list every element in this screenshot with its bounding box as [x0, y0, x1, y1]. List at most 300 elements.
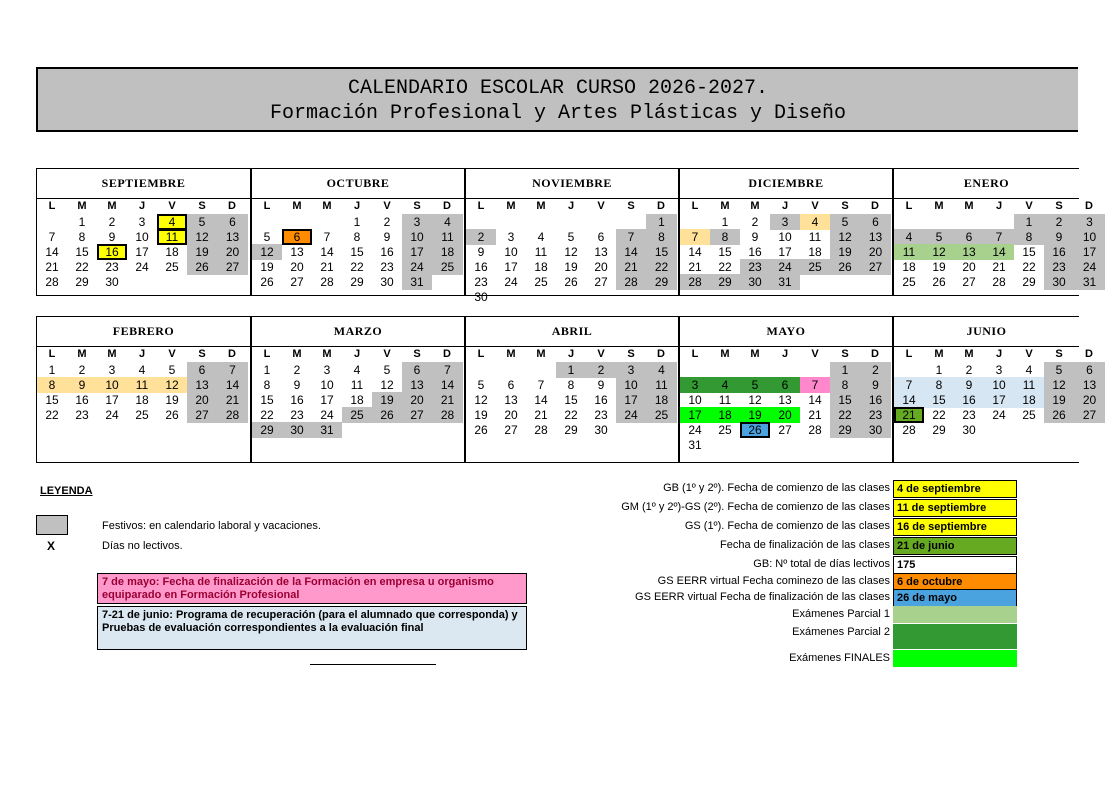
day-cell: 30	[380, 275, 394, 289]
weekday-label: M	[964, 348, 974, 360]
month-name: OCTUBRE	[326, 176, 390, 190]
day-cell: 13	[954, 244, 984, 260]
day-cell: 22	[932, 408, 946, 422]
weekday-label: M	[107, 348, 117, 360]
day-cell: 24	[105, 408, 119, 422]
day-cell: 27	[594, 275, 608, 289]
weekday-label: M	[750, 200, 760, 212]
day-cell: 27	[778, 423, 792, 437]
weekday-label: L	[48, 348, 56, 360]
day-cell: 14	[432, 377, 463, 393]
day-cell: 18	[646, 392, 677, 408]
day-cell: 31	[402, 274, 432, 290]
day-cell: 26	[1044, 407, 1074, 423]
day-cell: 31	[770, 274, 800, 290]
day-cell: 7	[680, 229, 710, 245]
day-cell: 16	[954, 392, 984, 408]
weekday-label: V	[597, 348, 605, 360]
day-cell: 16	[75, 393, 89, 407]
day-cell: 28	[45, 275, 59, 289]
month-diciembre	[679, 168, 893, 296]
weekday-label: J	[567, 348, 575, 360]
day-cell: 12	[380, 378, 394, 392]
day-cell: 19	[564, 260, 578, 274]
key-label: GB: Nº total de días lectivos	[753, 558, 890, 570]
month-septiembre	[36, 168, 251, 296]
key-label: GS EERR virtual Fecha de finalización de las clases	[635, 591, 890, 603]
day-cell: 29	[564, 423, 578, 437]
day-cell: 11	[157, 229, 187, 245]
day-cell: 1	[721, 215, 729, 229]
key-label: Exámenes Parcial 1	[792, 608, 890, 620]
weekday-label: J	[567, 200, 575, 212]
day-cell: 21	[320, 260, 334, 274]
weekday-label: L	[905, 200, 913, 212]
day-cell: 24	[992, 408, 1006, 422]
day-cell: 29	[710, 274, 740, 290]
day-cell: 26	[187, 259, 217, 275]
day-cell: 13	[1074, 377, 1105, 393]
calendar-subtitle: Formación Profesional y Artes Plásticas y Diseño	[269, 102, 847, 125]
weekday-label: D	[1085, 348, 1093, 360]
day-cell: 6	[282, 229, 312, 245]
day-cell: 18	[534, 260, 548, 274]
day-cell: 16	[594, 393, 608, 407]
day-cell: 8	[710, 229, 740, 245]
day-cell: 12	[564, 245, 578, 259]
day-cell: 20	[860, 244, 891, 260]
day-cell: 16	[290, 393, 304, 407]
weekday-label: L	[691, 348, 699, 360]
day-cell: 24	[770, 259, 800, 275]
month-name: JUNIO	[966, 324, 1007, 338]
month-name: MAYO	[766, 324, 806, 338]
key-value: 6 de octubre	[893, 573, 1017, 591]
day-cell: 3	[402, 214, 432, 230]
day-cell: 13	[290, 245, 304, 259]
day-cell: 28	[320, 275, 334, 289]
day-cell: 27	[217, 259, 248, 275]
day-cell: 19	[187, 244, 217, 260]
day-cell: 14	[894, 392, 924, 408]
day-cell: 1	[78, 215, 86, 229]
day-cell: 25	[432, 259, 463, 275]
weekday-label: S	[413, 348, 421, 360]
weekday-label: D	[228, 348, 236, 360]
weekday-label: S	[841, 348, 849, 360]
day-cell: 7	[217, 362, 248, 378]
weekday-label: V	[811, 200, 819, 212]
weekday-label: D	[657, 200, 665, 212]
day-cell: 8	[830, 377, 860, 393]
day-cell: 17	[105, 393, 119, 407]
weekday-label: J	[353, 348, 361, 360]
weekday-label: M	[750, 348, 760, 360]
weekday-label: D	[228, 200, 236, 212]
day-cell: 23	[105, 260, 119, 274]
day-cell: 22	[830, 407, 860, 423]
day-cell: 24	[135, 260, 149, 274]
weekday-header	[894, 346, 1093, 361]
weekday-label: M	[934, 200, 944, 212]
day-cell: 5	[263, 230, 271, 244]
day-cell: 27	[1074, 407, 1105, 423]
day-cell: 31	[312, 422, 342, 438]
day-cell: 13	[402, 377, 432, 393]
weekday-label: M	[322, 200, 332, 212]
month-name: SEPTIEMBRE	[101, 176, 186, 190]
day-cell: 26	[830, 259, 860, 275]
weekday-label: M	[292, 200, 302, 212]
weekday-header	[466, 346, 678, 361]
day-cell: 10	[616, 377, 646, 393]
day-cell: 17	[984, 392, 1014, 408]
day-cell: 19	[932, 260, 946, 274]
day-cell: 13	[778, 393, 792, 407]
weekday-label: J	[995, 348, 1003, 360]
day-cell: 16	[1044, 244, 1074, 260]
weekday-label: L	[477, 348, 485, 360]
day-cell: 14	[320, 245, 334, 259]
day-cell: 7	[894, 377, 924, 393]
day-cell: 3	[616, 362, 646, 378]
day-cell: 7	[323, 230, 331, 244]
day-cell: 25	[534, 275, 548, 289]
day-cell: 2	[586, 362, 616, 378]
weekday-header	[252, 198, 464, 213]
weekday-header	[252, 346, 464, 361]
legend-title: LEYENDA	[40, 485, 93, 497]
day-cell: 1	[263, 363, 271, 377]
day-cell: 17	[504, 260, 518, 274]
day-cell: 31	[1074, 274, 1105, 290]
day-cell: 4	[800, 214, 830, 230]
day-cell: 21	[894, 407, 924, 423]
day-cell: 11	[534, 245, 548, 259]
weekday-label: M	[107, 200, 117, 212]
weekday-label: L	[691, 200, 699, 212]
day-cell: 27	[187, 407, 217, 423]
day-cell: 18	[432, 244, 463, 260]
weekday-label: V	[1025, 200, 1033, 212]
day-cell: 4	[710, 377, 740, 393]
day-cell: 6	[1074, 362, 1105, 378]
day-cell: 31	[688, 438, 702, 452]
month-abril	[465, 316, 679, 463]
weekday-label: D	[657, 348, 665, 360]
day-cell: 20	[594, 260, 608, 274]
day-cell: 13	[504, 393, 518, 407]
day-cell: 19	[474, 408, 488, 422]
day-cell: 10	[984, 377, 1014, 393]
weekday-header	[894, 198, 1093, 213]
day-cell: 14	[217, 377, 248, 393]
day-cell: 23	[474, 275, 488, 289]
weekday-label: S	[841, 200, 849, 212]
day-cell: 2	[860, 362, 891, 378]
day-cell: 15	[260, 393, 274, 407]
weekday-label: J	[995, 200, 1003, 212]
day-cell: 17	[778, 245, 792, 259]
day-cell: 2	[383, 215, 391, 229]
day-cell: 26	[564, 275, 578, 289]
weekday-label: M	[536, 200, 546, 212]
day-cell: 28	[432, 407, 463, 423]
weekday-label: J	[781, 348, 789, 360]
month-name: DICIEMBRE	[748, 176, 824, 190]
weekday-header	[466, 198, 678, 213]
day-cell: 11	[350, 378, 364, 392]
day-cell: 29	[932, 423, 946, 437]
day-cell: 25	[135, 408, 149, 422]
day-cell: 3	[770, 214, 800, 230]
day-cell: 27	[402, 407, 432, 423]
day-cell: 3	[323, 363, 331, 377]
weekday-label: M	[720, 200, 730, 212]
day-cell: 25	[902, 275, 916, 289]
weekday-label: V	[168, 200, 176, 212]
calendar-title-box	[36, 67, 1078, 132]
weekday-label: D	[443, 348, 451, 360]
weekday-label: M	[536, 348, 546, 360]
day-cell: 8	[1014, 229, 1044, 245]
weekday-header	[37, 346, 250, 361]
day-cell: 2	[965, 363, 973, 377]
day-cell: 26	[474, 423, 488, 437]
key-label: GB (1º y 2º). Fecha de comienzo de las clases	[663, 482, 890, 494]
day-cell: 18	[135, 393, 149, 407]
day-cell: 12	[1044, 377, 1074, 393]
x-symbol: X	[47, 539, 56, 553]
month-noviembre	[465, 168, 679, 304]
key-value: 4 de septiembre	[893, 480, 1017, 498]
day-cell: 12	[187, 229, 217, 245]
weekday-label: S	[627, 200, 635, 212]
day-cell: 21	[45, 260, 59, 274]
key-label: Exámenes Parcial 2	[792, 626, 890, 638]
day-cell: 25	[1022, 408, 1036, 422]
day-cell: 18	[710, 407, 740, 423]
day-cell: 27	[290, 275, 304, 289]
day-cell: 30	[474, 290, 488, 304]
weekday-label: L	[905, 348, 913, 360]
weekday-label: M	[292, 348, 302, 360]
day-cell: 8	[924, 377, 954, 393]
key-value	[893, 606, 1017, 623]
day-cell: 25	[165, 260, 179, 274]
day-cell: 17	[1074, 244, 1105, 260]
day-cell: 15	[75, 245, 89, 259]
day-cell: 20	[962, 260, 976, 274]
weekday-label: V	[168, 348, 176, 360]
day-cell: 8	[263, 378, 271, 392]
day-cell: 23	[962, 408, 976, 422]
day-cell: 21	[808, 408, 822, 422]
day-cell: 1	[48, 363, 56, 377]
month-enero	[893, 168, 1097, 296]
day-cell: 14	[984, 244, 1014, 260]
weekday-label: M	[964, 200, 974, 212]
day-cell: 21	[992, 260, 1006, 274]
day-cell: 7	[616, 229, 646, 245]
weekday-label: M	[720, 348, 730, 360]
calendar-title: CALENDARIO ESCOLAR CURSO 2026-2027.	[347, 77, 769, 100]
weekday-label: V	[1025, 348, 1033, 360]
day-cell: 2	[1044, 214, 1074, 230]
day-cell: 24	[1074, 259, 1105, 275]
day-cell: 10	[504, 245, 518, 259]
day-cell: 2	[466, 229, 496, 245]
day-cell: 12	[252, 244, 282, 260]
day-cell: 19	[260, 260, 274, 274]
day-cell: 30	[1044, 274, 1074, 290]
key-value: 175	[893, 556, 1017, 574]
weekday-label: J	[138, 348, 146, 360]
day-cell: 20	[402, 392, 432, 408]
day-cell: 30	[860, 422, 891, 438]
day-cell: 3	[995, 363, 1003, 377]
key-label: Fecha de finalización de las clases	[720, 539, 890, 551]
day-cell: 22	[45, 408, 59, 422]
month-junio	[893, 316, 1097, 463]
day-cell: 24	[504, 275, 518, 289]
day-cell: 22	[350, 260, 364, 274]
month-name: ENERO	[963, 176, 1010, 190]
day-cell: 5	[830, 214, 860, 230]
day-cell: 24	[616, 407, 646, 423]
day-cell: 2	[293, 363, 301, 377]
day-cell: 25	[718, 423, 732, 437]
day-cell: 1	[935, 363, 943, 377]
weekday-label: L	[263, 200, 271, 212]
weekday-label: V	[383, 200, 391, 212]
festivos-text: Festivos: en calendario laboral y vacaciones.	[102, 520, 321, 532]
day-cell: 10	[402, 229, 432, 245]
day-cell: 8	[353, 230, 361, 244]
day-cell: 19	[1044, 392, 1074, 408]
day-cell: 5	[1044, 362, 1074, 378]
day-cell: 12	[924, 244, 954, 260]
day-cell: 6	[770, 377, 800, 393]
day-cell: 22	[260, 408, 274, 422]
month-marzo	[251, 316, 465, 463]
day-cell: 21	[534, 408, 548, 422]
day-cell: 15	[45, 393, 59, 407]
day-cell: 8	[78, 230, 86, 244]
day-cell: 29	[252, 422, 282, 438]
day-cell: 14	[808, 393, 822, 407]
day-cell: 1	[556, 362, 586, 378]
month-name: MARZO	[333, 324, 383, 338]
weekday-label: D	[871, 200, 879, 212]
day-cell: 27	[962, 275, 976, 289]
weekday-label: L	[477, 200, 485, 212]
day-cell: 30	[282, 422, 312, 438]
day-cell: 10	[320, 378, 334, 392]
day-cell: 8	[646, 229, 677, 245]
day-cell: 10	[1074, 229, 1105, 245]
day-cell: 30	[962, 423, 976, 437]
weekday-label: S	[198, 348, 206, 360]
month-octubre	[251, 168, 465, 296]
day-cell: 5	[924, 229, 954, 245]
day-cell: 30	[740, 274, 770, 290]
day-cell: 9	[108, 230, 116, 244]
day-cell: 16	[474, 260, 488, 274]
weekday-label: M	[77, 200, 87, 212]
day-cell: 20	[187, 392, 217, 408]
key-label: GS (1º). Fecha de comienzo de las clases	[684, 520, 890, 532]
day-cell: 9	[751, 230, 759, 244]
day-cell: 5	[383, 363, 391, 377]
day-cell: 18	[902, 260, 916, 274]
weekday-label: M	[77, 348, 87, 360]
weekday-label: S	[413, 200, 421, 212]
day-cell: 28	[902, 423, 916, 437]
day-cell: 23	[594, 408, 608, 422]
day-cell: 16	[380, 245, 394, 259]
weekday-label: J	[353, 200, 361, 212]
day-cell: 7	[48, 230, 56, 244]
day-cell: 18	[808, 245, 822, 259]
weekday-label: M	[934, 348, 944, 360]
day-cell: 2	[78, 363, 86, 377]
day-cell: 4	[157, 214, 187, 230]
weekday-label: L	[48, 200, 56, 212]
day-cell: 4	[138, 363, 146, 377]
day-cell: 19	[740, 407, 770, 423]
day-cell: 5	[567, 230, 575, 244]
key-value	[893, 650, 1017, 667]
day-cell: 4	[646, 362, 677, 378]
day-cell: 26	[165, 408, 179, 422]
day-cell: 22	[75, 260, 89, 274]
day-cell: 23	[75, 408, 89, 422]
day-cell: 4	[894, 229, 924, 245]
day-cell: 6	[217, 214, 248, 230]
day-cell: 20	[1074, 392, 1105, 408]
weekday-label: M	[322, 348, 332, 360]
day-cell: 30	[594, 423, 608, 437]
day-cell: 26	[932, 275, 946, 289]
day-cell: 28	[680, 274, 710, 290]
day-cell: 29	[75, 275, 89, 289]
weekday-label: J	[781, 200, 789, 212]
note-formacion-empresa: 7 de mayo: Fecha de finalización de la Formación en empresa u organismo equiparado en Formación Profesional	[97, 573, 527, 604]
weekday-label: V	[383, 348, 391, 360]
weekday-header	[37, 198, 250, 213]
day-cell: 11	[718, 393, 732, 407]
day-cell: 28	[616, 274, 646, 290]
day-cell: 15	[350, 245, 364, 259]
day-cell: 25	[800, 259, 830, 275]
day-cell: 22	[646, 259, 677, 275]
day-cell: 12	[830, 229, 860, 245]
day-cell: 26	[740, 422, 770, 438]
day-cell: 6	[860, 214, 891, 230]
day-cell: 28	[808, 423, 822, 437]
day-cell: 6	[507, 378, 515, 392]
day-cell: 6	[954, 229, 984, 245]
day-cell: 19	[372, 392, 402, 408]
day-cell: 25	[342, 407, 372, 423]
weekday-label: S	[1055, 348, 1063, 360]
day-cell: 3	[138, 215, 146, 229]
weekday-label: M	[506, 348, 516, 360]
day-cell: 27	[504, 423, 518, 437]
day-cell: 28	[534, 423, 548, 437]
day-cell: 11	[127, 377, 157, 393]
